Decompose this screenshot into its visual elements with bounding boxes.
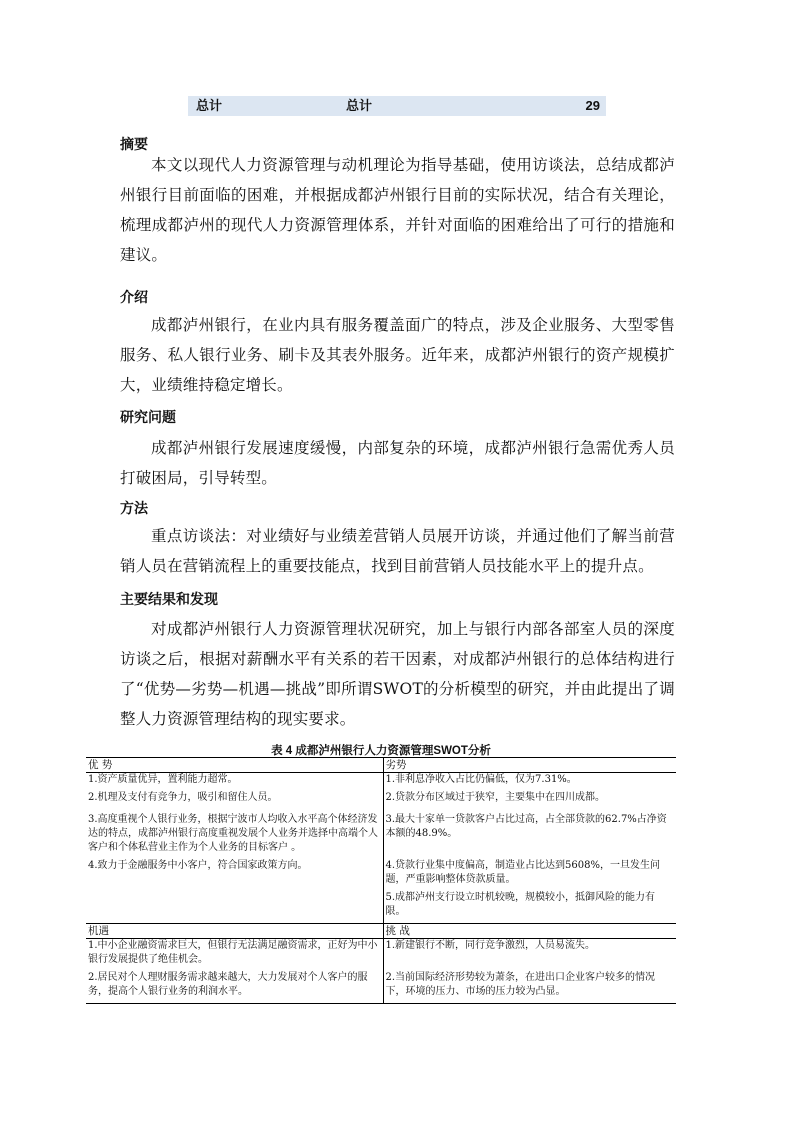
table-caption: 表 4 成都泸州银行人力资源管理SWOT分析 bbox=[271, 745, 491, 757]
heading-research-question: 研究问题 bbox=[120, 409, 176, 425]
weakness-item: 1.非利息净收入占比仍偏低，仅为7.31%。 bbox=[385, 774, 577, 785]
strength-item: 3.高度重视个人银行业务，根据宁波市人均收入水平高个体经济发达的特点，成都泸州银行高度重视发展个人业务并选择中高端个人客户和个体私营业主作为个人业务的目标客户 。 bbox=[86, 813, 383, 859]
total-label-2: 总计 bbox=[346, 98, 373, 113]
header-opportunities: 机遇 bbox=[86, 924, 383, 939]
swot-table bbox=[86, 757, 676, 1004]
opportunity-item: 2.居民对个人理财服务需求越来越大，大力发展对个人客户的服务，提高个人银行业务的利润水平。 bbox=[86, 971, 383, 1004]
paragraph-results: 对成都泸州银行人力资源管理状况研究，加上与银行内部各部室人员的深度访谈之后，根据对薪酬水平有关系的若干因素，对成都泸州银行的总体结构进行了“优势—劣势—机遇—挑战”即所谓SWOT的分析模型的研究，并由此提出了调整人力资源管理结构的现实要求。 bbox=[120, 620, 675, 728]
paragraph-abstract: 本文以现代人力资源管理与动机理论为指导基础，使用访谈法，总结成都泸州银行目前面临的困难，并根据成都泸州银行目前的实际状况，结合有关理论，梳理成都泸州的现代人力资源管理体系，并针对面临的困难给出了可行的措施和建议。 bbox=[120, 156, 675, 264]
paragraph-introduction: 成都泸州银行，在业内具有服务覆盖面广的特点，涉及企业服务、大型零售服务、私人银行业务、刷卡及其表外服务。近年来，成都泸州银行的资产规模扩大，业绩维持稳定增长。 bbox=[120, 316, 675, 394]
strength-item bbox=[86, 891, 383, 924]
header-threats: 挑 战 bbox=[383, 924, 676, 939]
weakness-item: 2.贷款分布区域过于狭窄，主要集中在四川成都。 bbox=[385, 792, 606, 803]
heading-method: 方法 bbox=[120, 500, 148, 516]
weakness-item: 3.最大十家单一贷款客户占比过高，占全部贷款的62.7%占净资本额的48.9%。 bbox=[385, 814, 667, 839]
weakness-item: 5.成都泸州支行设立时机较晚，规模较小，抵御风险的能力有限。 bbox=[385, 892, 656, 917]
strength-item: 4.致力于金融服务中小客户，符合国家政策方向。 bbox=[86, 859, 383, 891]
threat-item: 1.新建银行不断，同行竞争激烈，人员易流失。 bbox=[385, 940, 596, 951]
weakness-item: 4.贷款行业集中度偏高，制造业占比达到5608%，一旦发生问题，严重影响整体贷款质量。 bbox=[385, 860, 660, 885]
total-label: 总计 bbox=[196, 98, 223, 113]
threat-item: 2.当前国际经济形势较为萧条，在进出口企业客户较多的情况下，环境的压力、市场的压力较为凸显。 bbox=[383, 971, 676, 1004]
header-strengths: 优 势 bbox=[86, 758, 383, 773]
heading-introduction: 介绍 bbox=[120, 289, 148, 305]
total-row bbox=[188, 96, 606, 116]
header-weaknesses: 劣势 bbox=[383, 758, 676, 773]
heading-results: 主要结果和发现 bbox=[120, 591, 218, 607]
strength-item: 1.资产质量优异，置利能力超常。 bbox=[86, 773, 383, 792]
strength-item: 2.机理及支付有竞争力，吸引和留住人员。 bbox=[86, 791, 383, 813]
opportunity-item: 1.中小企业融资需求巨大，但银行无法满足融资需求，正好为中小银行发展提供了绝佳机会。 bbox=[86, 939, 383, 972]
total-value: 29 bbox=[585, 98, 600, 113]
paragraph-method: 重点访谈法：对业绩好与业绩差营销人员展开访谈，并通过他们了解当前营销人员在营销流程上的重要技能点，找到目前营销人员技能水平上的提升点。 bbox=[120, 527, 675, 575]
heading-abstract: 摘要 bbox=[120, 136, 148, 152]
paragraph-research-question: 成都泸州银行发展速度缓慢，内部复杂的环境，成都泸州银行急需优秀人员打破困局，引导转型。 bbox=[120, 439, 675, 487]
